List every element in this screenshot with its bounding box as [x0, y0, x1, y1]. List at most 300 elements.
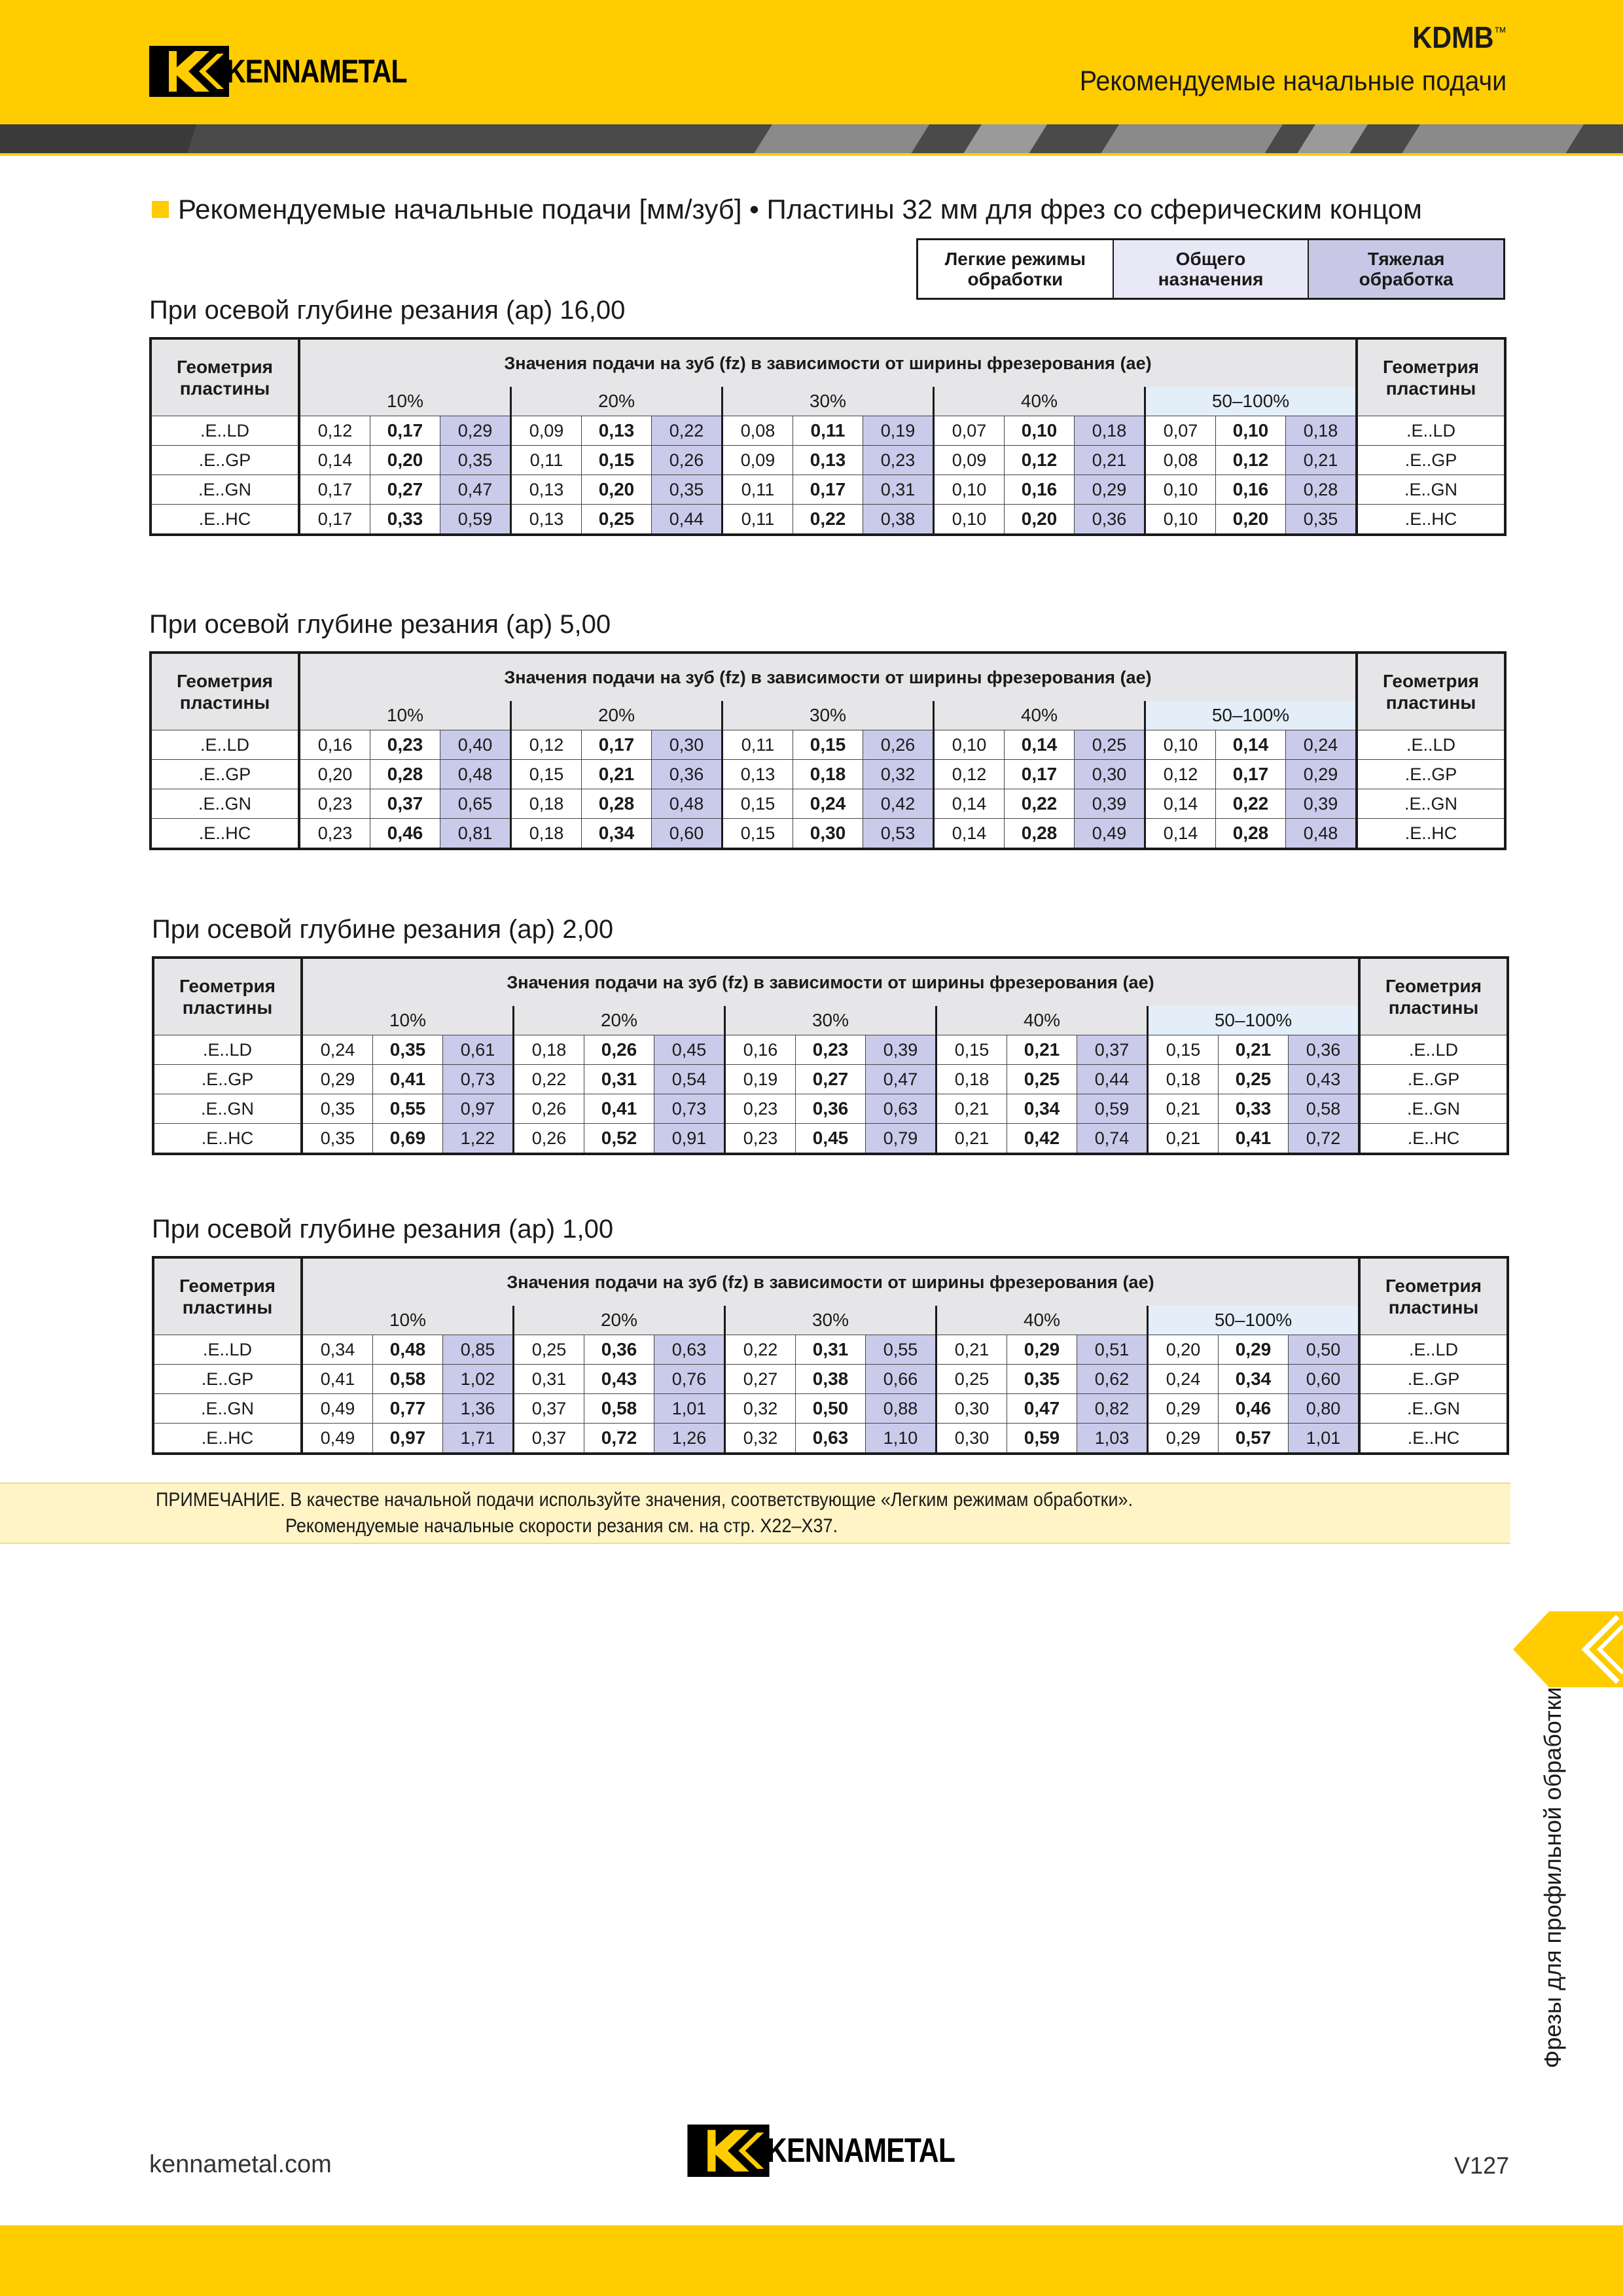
- general-feed-cell: 0,17: [582, 730, 652, 760]
- general-feed-cell: 0,52: [584, 1124, 654, 1155]
- geometry-header: Геометрия пластины: [151, 653, 299, 730]
- heavy-feed-cell: 0,73: [443, 1065, 514, 1094]
- feed-header: Значения подачи на зуб (fz) в зависимости от ширины фрезерования (ae): [302, 958, 1359, 1006]
- general-feed-cell: 0,12: [1005, 446, 1075, 475]
- light-feed-cell: 0,14: [934, 819, 1005, 850]
- general-feed-cell: 0,29: [1007, 1335, 1077, 1365]
- light-feed-cell: 0,08: [722, 416, 793, 446]
- geometry-cell: .E..LD: [151, 730, 299, 760]
- general-feed-cell: 0,33: [1219, 1094, 1289, 1124]
- heavy-feed-cell: 0,47: [440, 475, 511, 505]
- light-feed-cell: 0,29: [1148, 1394, 1219, 1424]
- general-feed-cell: 0,34: [1219, 1365, 1289, 1394]
- feed-legend: [916, 238, 1505, 300]
- width-percent-header: 40%: [934, 701, 1145, 730]
- general-feed-cell: 0,34: [1007, 1094, 1077, 1124]
- light-feed-cell: 0,31: [514, 1365, 584, 1394]
- heavy-feed-cell: 0,85: [443, 1335, 514, 1365]
- width-percent-header: 10%: [299, 387, 511, 416]
- light-feed-cell: 0,23: [725, 1124, 796, 1155]
- heavy-feed-cell: 0,61: [443, 1035, 514, 1065]
- heavy-feed-cell: 0,29: [1286, 760, 1357, 789]
- light-feed-cell: 0,13: [511, 505, 582, 535]
- heavy-feed-cell: 0,88: [866, 1394, 936, 1424]
- width-percent-header: 50–100%: [1148, 1006, 1360, 1035]
- general-feed-cell: 0,11: [793, 416, 863, 446]
- section-title: При осевой глубине резания (ap) 2,00: [152, 915, 614, 944]
- light-feed-cell: 0,41: [302, 1365, 373, 1394]
- width-percent-header: 40%: [936, 1006, 1148, 1035]
- heavy-feed-cell: 0,31: [863, 475, 934, 505]
- table-row: [153, 1124, 1508, 1155]
- light-feed-cell: 0,15: [722, 789, 793, 819]
- brand-wordmark: KENNAMETAL: [767, 2132, 955, 2170]
- general-feed-cell: 0,23: [370, 730, 440, 760]
- heavy-feed-cell: 0,23: [863, 446, 934, 475]
- geometry-cell: .E..GN: [151, 475, 299, 505]
- product-name: KDMB™: [1412, 20, 1507, 54]
- light-feed-cell: 0,10: [1145, 505, 1216, 535]
- light-feed-cell: 0,30: [936, 1394, 1007, 1424]
- geometry-cell: .E..GP: [153, 1065, 302, 1094]
- light-feed-cell: 0,29: [302, 1065, 373, 1094]
- light-feed-cell: 0,09: [511, 416, 582, 446]
- light-feed-cell: 0,09: [934, 446, 1005, 475]
- width-percent-header: 20%: [511, 701, 722, 730]
- general-feed-cell: 0,22: [793, 505, 863, 535]
- table-row: [153, 1394, 1508, 1424]
- width-percent-header: 10%: [302, 1306, 514, 1335]
- width-percent-header: 20%: [514, 1006, 725, 1035]
- light-feed-cell: 0,11: [511, 446, 582, 475]
- general-feed-cell: 0,28: [370, 760, 440, 789]
- general-feed-cell: 0,21: [1007, 1035, 1077, 1065]
- light-feed-cell: 0,18: [511, 789, 582, 819]
- footer-logo: [687, 2125, 996, 2177]
- heavy-feed-cell: 0,39: [1075, 789, 1145, 819]
- general-feed-cell: 0,37: [370, 789, 440, 819]
- table-row: [153, 1424, 1508, 1454]
- page-footer-bar: [0, 2225, 1623, 2296]
- general-feed-cell: 0,17: [1216, 760, 1286, 789]
- general-feed-cell: 0,33: [370, 505, 440, 535]
- geometry-header: Геометрия пластины: [153, 958, 302, 1035]
- light-feed-cell: 0,15: [936, 1035, 1007, 1065]
- heavy-feed-cell: 0,40: [440, 730, 511, 760]
- general-feed-cell: 0,48: [373, 1335, 443, 1365]
- geometry-cell: .E..GN: [151, 789, 299, 819]
- general-feed-cell: 0,10: [1005, 416, 1075, 446]
- width-percent-header: 30%: [722, 701, 934, 730]
- width-percent-header: 10%: [302, 1006, 514, 1035]
- general-feed-cell: 0,41: [584, 1094, 654, 1124]
- geometry-cell: .E..HC: [151, 505, 299, 535]
- geometry-cell: .E..LD: [1359, 1335, 1508, 1365]
- heavy-feed-cell: 0,35: [440, 446, 511, 475]
- heavy-feed-cell: 0,42: [863, 789, 934, 819]
- section-title: При осевой глубине резания (ap) 1,00: [152, 1215, 614, 1244]
- geometry-header: Геометрия пластины: [1359, 1257, 1508, 1335]
- general-feed-cell: 0,38: [796, 1365, 866, 1394]
- feed-section: [152, 1215, 1509, 1455]
- light-feed-cell: 0,23: [299, 819, 370, 850]
- general-feed-cell: 0,14: [1005, 730, 1075, 760]
- heavy-feed-cell: 0,19: [863, 416, 934, 446]
- feed-section: [149, 610, 1507, 850]
- heavy-feed-cell: 0,21: [1286, 446, 1357, 475]
- width-percent-header: 50–100%: [1145, 701, 1357, 730]
- heavy-feed-cell: 0,60: [652, 819, 722, 850]
- table-row: [151, 416, 1505, 446]
- light-feed-cell: 0,23: [725, 1094, 796, 1124]
- legend-heavy: Тяжелая обработка: [1309, 240, 1503, 298]
- note-line-1: ПРИМЕЧАНИЕ. В качестве начальной подачи используйте значения, соответствующие «Легким режимам обработки».: [156, 1489, 1133, 1511]
- geometry-cell: .E..GN: [1359, 1394, 1508, 1424]
- section-title: При осевой глубине резания (ap) 5,00: [149, 610, 611, 639]
- general-feed-cell: 0,46: [370, 819, 440, 850]
- heavy-feed-cell: 0,32: [863, 760, 934, 789]
- light-feed-cell: 0,26: [514, 1094, 584, 1124]
- light-feed-cell: 0,18: [936, 1065, 1007, 1094]
- general-feed-cell: 0,12: [1216, 446, 1286, 475]
- width-percent-header: 50–100%: [1148, 1306, 1360, 1335]
- geometry-cell: .E..GP: [1357, 760, 1505, 789]
- light-feed-cell: 0,18: [1148, 1065, 1219, 1094]
- general-feed-cell: 0,25: [582, 505, 652, 535]
- geometry-cell: .E..LD: [153, 1335, 302, 1365]
- light-feed-cell: 0,14: [1145, 789, 1216, 819]
- width-percent-header: 10%: [299, 701, 511, 730]
- general-feed-cell: 0,14: [1216, 730, 1286, 760]
- general-feed-cell: 0,27: [796, 1065, 866, 1094]
- page-title: Рекомендуемые начальные подачи [мм/зуб] • Пластины 32 мм для фрез со сферическим концом: [152, 194, 1422, 225]
- general-feed-cell: 0,28: [1005, 819, 1075, 850]
- general-feed-cell: 0,22: [1005, 789, 1075, 819]
- geometry-cell: .E..GN: [153, 1394, 302, 1424]
- light-feed-cell: 0,18: [514, 1035, 584, 1065]
- general-feed-cell: 0,35: [1007, 1365, 1077, 1394]
- geometry-cell: .E..GN: [1359, 1094, 1508, 1124]
- light-feed-cell: 0,07: [934, 416, 1005, 446]
- light-feed-cell: 0,16: [299, 730, 370, 760]
- table-row: [153, 1365, 1508, 1394]
- light-feed-cell: 0,15: [722, 819, 793, 850]
- heavy-feed-cell: 0,48: [440, 760, 511, 789]
- feed-section: [152, 915, 1509, 1155]
- geometry-cell: .E..LD: [153, 1035, 302, 1065]
- heavy-feed-cell: 0,26: [652, 446, 722, 475]
- geometry-cell: .E..GP: [1359, 1065, 1508, 1094]
- legend-light: Легкие режимы обработки: [918, 240, 1114, 298]
- light-feed-cell: 0,15: [511, 760, 582, 789]
- table-row: [151, 730, 1505, 760]
- heavy-feed-cell: 0,81: [440, 819, 511, 850]
- heavy-feed-cell: 0,18: [1286, 416, 1357, 446]
- light-feed-cell: 0,29: [1148, 1424, 1219, 1454]
- general-feed-cell: 0,22: [1216, 789, 1286, 819]
- table-row: [153, 1065, 1508, 1094]
- header-stripe: [0, 124, 1623, 156]
- heavy-feed-cell: 0,36: [652, 760, 722, 789]
- width-percent-header: 30%: [722, 387, 934, 416]
- light-feed-cell: 0,11: [722, 475, 793, 505]
- kennametal-k-icon: [149, 46, 229, 97]
- geometry-cell: .E..LD: [151, 416, 299, 446]
- heavy-feed-cell: 0,48: [1286, 819, 1357, 850]
- light-feed-cell: 0,49: [302, 1424, 373, 1454]
- heavy-feed-cell: 0,63: [654, 1335, 725, 1365]
- feed-table: [152, 956, 1509, 1155]
- geometry-cell: .E..HC: [1359, 1424, 1508, 1454]
- feed-section: [149, 296, 1507, 536]
- general-feed-cell: 0,17: [1005, 760, 1075, 789]
- general-feed-cell: 0,13: [793, 446, 863, 475]
- heavy-feed-cell: 0,30: [652, 730, 722, 760]
- geometry-cell: .E..HC: [153, 1424, 302, 1454]
- width-percent-header: 40%: [934, 387, 1145, 416]
- general-feed-cell: 0,63: [796, 1424, 866, 1454]
- light-feed-cell: 0,24: [302, 1035, 373, 1065]
- geometry-cell: .E..GP: [151, 760, 299, 789]
- table-row: [151, 819, 1505, 850]
- feed-header: Значения подачи на зуб (fz) в зависимости от ширины фрезерования (ae): [299, 653, 1357, 701]
- general-feed-cell: 0,36: [796, 1094, 866, 1124]
- general-feed-cell: 0,26: [584, 1035, 654, 1065]
- heavy-feed-cell: 1,26: [654, 1424, 725, 1454]
- general-feed-cell: 0,35: [373, 1035, 443, 1065]
- feed-table: [152, 1256, 1509, 1455]
- general-feed-cell: 0,41: [373, 1065, 443, 1094]
- light-feed-cell: 0,22: [725, 1335, 796, 1365]
- note-box: [0, 1482, 1510, 1544]
- general-feed-cell: 0,34: [582, 819, 652, 850]
- kennametal-logo: [149, 46, 446, 97]
- light-feed-cell: 0,10: [1145, 475, 1216, 505]
- light-feed-cell: 0,24: [1148, 1365, 1219, 1394]
- geometry-cell: .E..GP: [1357, 446, 1505, 475]
- section-title: При осевой глубине резания (ap) 16,00: [149, 296, 626, 325]
- geometry-cell: .E..GN: [1357, 789, 1505, 819]
- heavy-feed-cell: 0,50: [1289, 1335, 1360, 1365]
- general-feed-cell: 0,28: [582, 789, 652, 819]
- heavy-feed-cell: 0,73: [654, 1094, 725, 1124]
- chevron-tab-icon: [1513, 1611, 1623, 1687]
- light-feed-cell: 0,11: [722, 730, 793, 760]
- general-feed-cell: 0,50: [796, 1394, 866, 1424]
- table-row: [153, 1094, 1508, 1124]
- heavy-feed-cell: 0,21: [1075, 446, 1145, 475]
- general-feed-cell: 0,25: [1007, 1065, 1077, 1094]
- feed-table: [149, 337, 1507, 536]
- heavy-feed-cell: 0,25: [1075, 730, 1145, 760]
- heavy-feed-cell: 0,74: [1077, 1124, 1148, 1155]
- light-feed-cell: 0,15: [1148, 1035, 1219, 1065]
- light-feed-cell: 0,34: [302, 1335, 373, 1365]
- kennametal-k-icon: [687, 2125, 770, 2177]
- general-feed-cell: 0,21: [582, 760, 652, 789]
- table-row: [153, 1335, 1508, 1365]
- general-feed-cell: 0,69: [373, 1124, 443, 1155]
- page-number: V127: [1454, 2152, 1510, 2179]
- light-feed-cell: 0,35: [302, 1124, 373, 1155]
- geometry-cell: .E..HC: [153, 1124, 302, 1155]
- feed-header: Значения подачи на зуб (fz) в зависимости от ширины фрезерования (ae): [302, 1257, 1359, 1306]
- heavy-feed-cell: 0,80: [1289, 1394, 1360, 1424]
- heavy-feed-cell: 0,35: [1286, 505, 1357, 535]
- light-feed-cell: 0,17: [299, 505, 370, 535]
- heavy-feed-cell: 0,28: [1286, 475, 1357, 505]
- general-feed-cell: 0,46: [1219, 1394, 1289, 1424]
- light-feed-cell: 0,37: [514, 1394, 584, 1424]
- light-feed-cell: 0,21: [1148, 1124, 1219, 1155]
- heavy-feed-cell: 1,22: [443, 1124, 514, 1155]
- heavy-feed-cell: 0,65: [440, 789, 511, 819]
- general-feed-cell: 0,15: [793, 730, 863, 760]
- light-feed-cell: 0,12: [511, 730, 582, 760]
- light-feed-cell: 0,12: [299, 416, 370, 446]
- brand-wordmark: KENNAMETAL: [226, 53, 407, 90]
- geometry-cell: .E..GP: [1359, 1365, 1508, 1394]
- heavy-feed-cell: 1,03: [1077, 1424, 1148, 1454]
- heavy-feed-cell: 0,63: [866, 1094, 936, 1124]
- light-feed-cell: 0,32: [725, 1424, 796, 1454]
- heavy-feed-cell: 0,29: [440, 416, 511, 446]
- heavy-feed-cell: 0,62: [1077, 1365, 1148, 1394]
- website-link[interactable]: kennametal.com: [149, 2151, 332, 2178]
- table-row: [151, 446, 1505, 475]
- heavy-feed-cell: 0,18: [1075, 416, 1145, 446]
- heavy-feed-cell: 0,30: [1075, 760, 1145, 789]
- heavy-feed-cell: 0,53: [863, 819, 934, 850]
- light-feed-cell: 0,30: [936, 1424, 1007, 1454]
- light-feed-cell: 0,10: [934, 475, 1005, 505]
- light-feed-cell: 0,13: [511, 475, 582, 505]
- heavy-feed-cell: 1,02: [443, 1365, 514, 1394]
- light-feed-cell: 0,32: [725, 1394, 796, 1424]
- heavy-feed-cell: 0,38: [863, 505, 934, 535]
- heavy-feed-cell: 0,79: [866, 1124, 936, 1155]
- general-feed-cell: 0,17: [370, 416, 440, 446]
- general-feed-cell: 0,25: [1219, 1065, 1289, 1094]
- heavy-feed-cell: 0,43: [1289, 1065, 1360, 1094]
- heavy-feed-cell: 0,24: [1286, 730, 1357, 760]
- general-feed-cell: 0,41: [1219, 1124, 1289, 1155]
- general-feed-cell: 0,20: [1216, 505, 1286, 535]
- heavy-feed-cell: 0,58: [1289, 1094, 1360, 1124]
- table-row: [151, 789, 1505, 819]
- geometry-header: Геометрия пластины: [153, 1257, 302, 1335]
- general-feed-cell: 0,21: [1219, 1035, 1289, 1065]
- heavy-feed-cell: 0,26: [863, 730, 934, 760]
- light-feed-cell: 0,14: [934, 789, 1005, 819]
- heavy-feed-cell: 0,45: [654, 1035, 725, 1065]
- heavy-feed-cell: 0,59: [440, 505, 511, 535]
- table-row: [151, 760, 1505, 789]
- geometry-cell: .E..GN: [1357, 475, 1505, 505]
- general-feed-cell: 0,13: [582, 416, 652, 446]
- general-feed-cell: 0,36: [584, 1335, 654, 1365]
- legend-general: Общего назначения: [1114, 240, 1310, 298]
- feed-header: Значения подачи на зуб (fz) в зависимости от ширины фрезерования (ae): [299, 338, 1357, 387]
- geometry-cell: .E..LD: [1357, 730, 1505, 760]
- light-feed-cell: 0,10: [934, 730, 1005, 760]
- geometry-header: Геометрия пластины: [1359, 958, 1508, 1035]
- light-feed-cell: 0,10: [1145, 730, 1216, 760]
- light-feed-cell: 0,27: [725, 1365, 796, 1394]
- light-feed-cell: 0,18: [511, 819, 582, 850]
- heavy-feed-cell: 0,60: [1289, 1365, 1360, 1394]
- light-feed-cell: 0,08: [1145, 446, 1216, 475]
- general-feed-cell: 0,31: [796, 1335, 866, 1365]
- heavy-feed-cell: 0,59: [1077, 1094, 1148, 1124]
- width-percent-header: 40%: [936, 1306, 1148, 1335]
- heavy-feed-cell: 0,66: [866, 1365, 936, 1394]
- heavy-feed-cell: 0,55: [866, 1335, 936, 1365]
- yellow-square-bullet: [152, 201, 169, 218]
- geometry-cell: .E..HC: [151, 819, 299, 850]
- light-feed-cell: 0,14: [299, 446, 370, 475]
- light-feed-cell: 0,20: [299, 760, 370, 789]
- light-feed-cell: 0,13: [722, 760, 793, 789]
- general-feed-cell: 0,72: [584, 1424, 654, 1454]
- general-feed-cell: 0,29: [1219, 1335, 1289, 1365]
- light-feed-cell: 0,25: [936, 1365, 1007, 1394]
- light-feed-cell: 0,20: [1148, 1335, 1219, 1365]
- heavy-feed-cell: 0,35: [652, 475, 722, 505]
- width-percent-header: 50–100%: [1145, 387, 1357, 416]
- light-feed-cell: 0,35: [302, 1094, 373, 1124]
- width-percent-header: 30%: [725, 1006, 936, 1035]
- general-feed-cell: 0,45: [796, 1124, 866, 1155]
- general-feed-cell: 0,20: [1005, 505, 1075, 535]
- general-feed-cell: 0,59: [1007, 1424, 1077, 1454]
- table-row: [151, 505, 1505, 535]
- heavy-feed-cell: 0,48: [652, 789, 722, 819]
- general-feed-cell: 0,58: [373, 1365, 443, 1394]
- light-feed-cell: 0,21: [1148, 1094, 1219, 1124]
- heavy-feed-cell: 0,22: [652, 416, 722, 446]
- general-feed-cell: 0,58: [584, 1394, 654, 1424]
- heavy-feed-cell: 0,72: [1289, 1124, 1360, 1155]
- light-feed-cell: 0,37: [514, 1424, 584, 1454]
- general-feed-cell: 0,31: [584, 1065, 654, 1094]
- header-subtitle: Рекомендуемые начальные подачи: [1079, 65, 1507, 97]
- light-feed-cell: 0,07: [1145, 416, 1216, 446]
- width-percent-header: 30%: [725, 1306, 936, 1335]
- heavy-feed-cell: 0,36: [1075, 505, 1145, 535]
- light-feed-cell: 0,26: [514, 1124, 584, 1155]
- width-percent-header: 20%: [514, 1306, 725, 1335]
- general-feed-cell: 0,42: [1007, 1124, 1077, 1155]
- geometry-header: Геометрия пластины: [1357, 653, 1505, 730]
- general-feed-cell: 0,15: [582, 446, 652, 475]
- heavy-feed-cell: 1,01: [1289, 1424, 1360, 1454]
- heavy-feed-cell: 0,37: [1077, 1035, 1148, 1065]
- general-feed-cell: 0,16: [1216, 475, 1286, 505]
- note-line-2: Рекомендуемые начальные скорости резания см. на стр. X22–X37.: [285, 1515, 838, 1537]
- table-row: [153, 1035, 1508, 1065]
- heavy-feed-cell: 0,47: [866, 1065, 936, 1094]
- geometry-cell: .E..HC: [1359, 1124, 1508, 1155]
- general-feed-cell: 0,43: [584, 1365, 654, 1394]
- heavy-feed-cell: 0,44: [1077, 1065, 1148, 1094]
- light-feed-cell: 0,12: [1145, 760, 1216, 789]
- geometry-cell: .E..GN: [153, 1094, 302, 1124]
- heavy-feed-cell: 0,39: [1286, 789, 1357, 819]
- light-feed-cell: 0,10: [934, 505, 1005, 535]
- general-feed-cell: 0,16: [1005, 475, 1075, 505]
- general-feed-cell: 0,47: [1007, 1394, 1077, 1424]
